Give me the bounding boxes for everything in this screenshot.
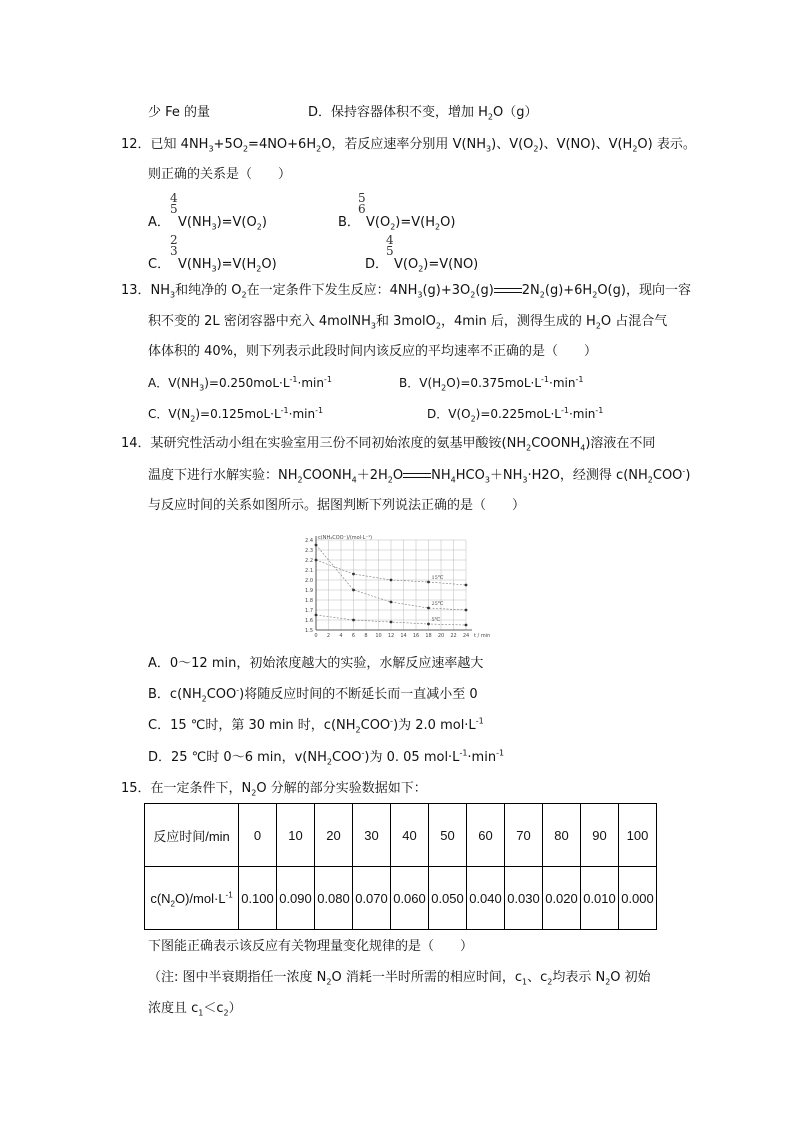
table-cell: 0.050 xyxy=(429,867,467,930)
table-cell: 80 xyxy=(543,804,581,867)
q12-b-fraction: 5 6 xyxy=(358,191,366,216)
data-point xyxy=(315,544,318,547)
table-cell: 40 xyxy=(391,804,429,867)
x-tick-label: 8 xyxy=(364,633,368,639)
data-point xyxy=(465,584,468,587)
table-row xyxy=(145,804,657,867)
equilibrium-arrow xyxy=(494,286,522,296)
data-point xyxy=(465,609,468,612)
y-axis-label: c(NH₂COO⁻)/(mol·L⁻¹) xyxy=(318,535,373,541)
y-tick-label: 2.2 xyxy=(305,558,313,564)
x-tick-label: 0 xyxy=(314,633,318,639)
n2o-data-table xyxy=(144,803,657,930)
table-cell: 60 xyxy=(467,804,505,867)
table-cell: 0.080 xyxy=(315,867,353,930)
q13-stem-line3: 体体积的 40%，则下列表示此段时间内该反应的平均速率不正确的是（ ） xyxy=(148,344,598,359)
data-point xyxy=(352,573,355,576)
q15-note-line1: （注: 图中半衰期指任一浓度 $N_2O$ 消耗一半时所需的相应时间，$c_1$、$c_2$均表示 $N_2O$ 初始 xyxy=(148,970,651,987)
table-cell: 0.060 xyxy=(391,867,429,930)
q13-option-c: C．$V(N_2)=0.125moL\cdot L^{-1}\cdot\min^{-1}$ xyxy=(148,406,324,424)
table-cell: 0.030 xyxy=(505,867,543,930)
data-point xyxy=(352,619,355,622)
data-point xyxy=(390,621,393,624)
data-point xyxy=(352,589,355,592)
table-cell: 50 xyxy=(429,804,467,867)
x-tick-label: 16 xyxy=(412,633,420,639)
table-cell: 70 xyxy=(505,804,543,867)
table-cell: 0.010 xyxy=(581,867,619,930)
q14-stem-line3: 与反应时间的关系如图所示。据图判断下列说法正确的是（ ） xyxy=(148,498,526,513)
series-label: 15℃ xyxy=(431,575,444,581)
q12-option-c: C． xyxy=(148,257,171,272)
data-point xyxy=(465,624,468,627)
equilibrium-arrow xyxy=(403,471,431,481)
data-point xyxy=(315,559,318,562)
y-tick-label: 1.7 xyxy=(305,608,313,614)
q12-d-text: $V(O_2)=V(NO)$ xyxy=(394,257,479,274)
q12-b-text: $V(O_2)=V(H_2O)$ xyxy=(366,215,456,232)
prev-option-c-tail: 少 Fe 的量 xyxy=(148,105,211,120)
y-tick-label: 2.4 xyxy=(305,538,313,544)
series-label: 5℃ xyxy=(431,617,441,623)
table-cell: 0.040 xyxy=(467,867,505,930)
data-point xyxy=(315,614,318,617)
y-tick-label: 2.1 xyxy=(305,568,313,574)
q12-stem: 12．已知 $4NH_3+5O_2=4NO+6H_2O$，若反应速率分别用 $V(NH_3)$、$V(O_2)$、V(NO)、$V(H_2O)$ 表示。 xyxy=(121,137,696,154)
x-tick-label: 4 xyxy=(339,633,343,639)
row-header: 反应时间/min xyxy=(145,804,239,867)
q13-stem-line2: 积不变的 2L 密闭容器中充入 4molNH$_3$和 3molO$_2$，4min 后，测得生成的 $H_2O$ 占混合气 xyxy=(148,314,668,331)
series-label: 25℃ xyxy=(431,601,444,607)
x-tick-label: 20 xyxy=(437,633,445,639)
q13-stem-line1: 13．$NH_3$和纯净的 $O_2$在一定条件下发生反应：$4NH_3(g)+3O_2(g)$ $2N_2(g)+6H_2O(g)$，现向一容 xyxy=(121,283,691,300)
row-header: $c(N_2O)/mol\cdot L^{-1}$ xyxy=(145,867,239,930)
data-point xyxy=(427,607,430,610)
table-cell: 30 xyxy=(353,804,391,867)
q12-option-d: D． xyxy=(365,257,389,272)
x-tick-label: 6 xyxy=(351,633,356,639)
q14-option-d: D．25 ℃时 0～6 min，$v(NH_2COO^-)$为 0. 05 $mol\cdot L^{-1}\cdot\min^{-1}$ xyxy=(148,748,505,767)
q12-c-fraction: 2 3 xyxy=(170,233,178,258)
x-tick-label: 12 xyxy=(387,633,395,639)
data-point xyxy=(390,601,393,604)
table-cell: 0.020 xyxy=(543,867,581,930)
table-cell: 100 xyxy=(619,804,657,867)
y-tick-label: 1.6 xyxy=(305,618,313,624)
x-tick-label: 14 xyxy=(400,633,407,639)
data-point xyxy=(427,623,430,626)
x-tick-label: 24 xyxy=(462,633,470,639)
q12-option-a: A． xyxy=(148,215,170,230)
q14-option-b: B．$c(NH_2COO^-)$将随反应时间的不断延长而一直减小至 0 xyxy=(148,685,478,704)
concentration-time-chart xyxy=(298,532,498,642)
table-cell: 0.090 xyxy=(277,867,315,930)
q13-option-b: B．$V(H_2O)=0.375moL\cdot L^{-1}\cdot\min^{-1}$ xyxy=(399,375,584,393)
table-cell: 10 xyxy=(277,804,315,867)
q12-a-fraction: 4 5 xyxy=(170,191,178,216)
y-tick-label: 2.0 xyxy=(305,578,313,584)
q14-stem-line1: 14．某研究性活动小组在实验室用三份不同初始浓度的氨基甲酸铵$(NH_2COONH_4)$溶液在不同 xyxy=(121,436,656,453)
q12-a-text: $V(NH_3)=V(O_2)$ xyxy=(178,215,267,232)
q15-stem: 15．在一定条件下，$N_2O$ 分解的部分实验数据如下： xyxy=(121,781,427,798)
q12-c-text: $V(NH_3)=V(H_2O)$ xyxy=(178,257,277,274)
q12-stem-line2: 则正确的关系是（ ） xyxy=(148,167,292,182)
q13-option-d: D．$V(O_2)=0.225moL\cdot L^{-1}\cdot\min^{-1}$ xyxy=(427,406,604,424)
prev-option-d: D．保持容器体积不变，增加 $H_2O(g)$ xyxy=(308,105,538,122)
table-row xyxy=(145,867,657,930)
y-tick-label: 1.8 xyxy=(305,598,313,604)
data-point xyxy=(427,581,430,584)
q14-option-c: C．15 ℃时，第 30 min 时，$c(NH_2COO^-)$为 2.0 $mol\cdot L^{-1}$ xyxy=(148,716,484,735)
y-tick-label: 1.5 xyxy=(305,628,313,634)
table-cell: 0.100 xyxy=(239,867,277,930)
y-tick-label: 1.9 xyxy=(305,588,313,594)
table-cell: 90 xyxy=(581,804,619,867)
table-cell: 20 xyxy=(315,804,353,867)
x-tick-label: 2 xyxy=(326,633,331,639)
table-cell: 0.070 xyxy=(353,867,391,930)
q13-option-a: A．$V(NH_3)=0.250moL\cdot L^{-1}\cdot\min^{-1}$ xyxy=(148,375,332,393)
table-cell: 0 xyxy=(239,804,277,867)
x-axis-label: t / min xyxy=(474,633,491,639)
x-tick-label: 22 xyxy=(450,633,457,639)
x-tick-label: 10 xyxy=(375,633,382,639)
q14-option-a: A．0～12 min，初始浓度越大的实验，水解反应速率越大 xyxy=(148,656,484,671)
data-point xyxy=(390,579,393,582)
q15-question: 下图能正确表示该反应有关物理量变化规律的是（ ） xyxy=(148,939,474,954)
q12-option-b: B． xyxy=(338,215,360,230)
q12-d-fraction: 4 5 xyxy=(386,233,394,258)
q15-note-line2: 浓度且 $c_1<c_2$） xyxy=(148,1001,242,1018)
table-cell: 0.000 xyxy=(619,867,657,930)
y-tick-label: 2.3 xyxy=(305,548,313,554)
q14-stem-line2: 温度下进行水解实验：$NH_2COONH_4+2H_2O$ $NH_4HCO_3+NH_3\cdot H2O$，经测得 $c(NH_2COO^-)$ xyxy=(148,466,691,485)
x-tick-label: 18 xyxy=(425,633,432,639)
